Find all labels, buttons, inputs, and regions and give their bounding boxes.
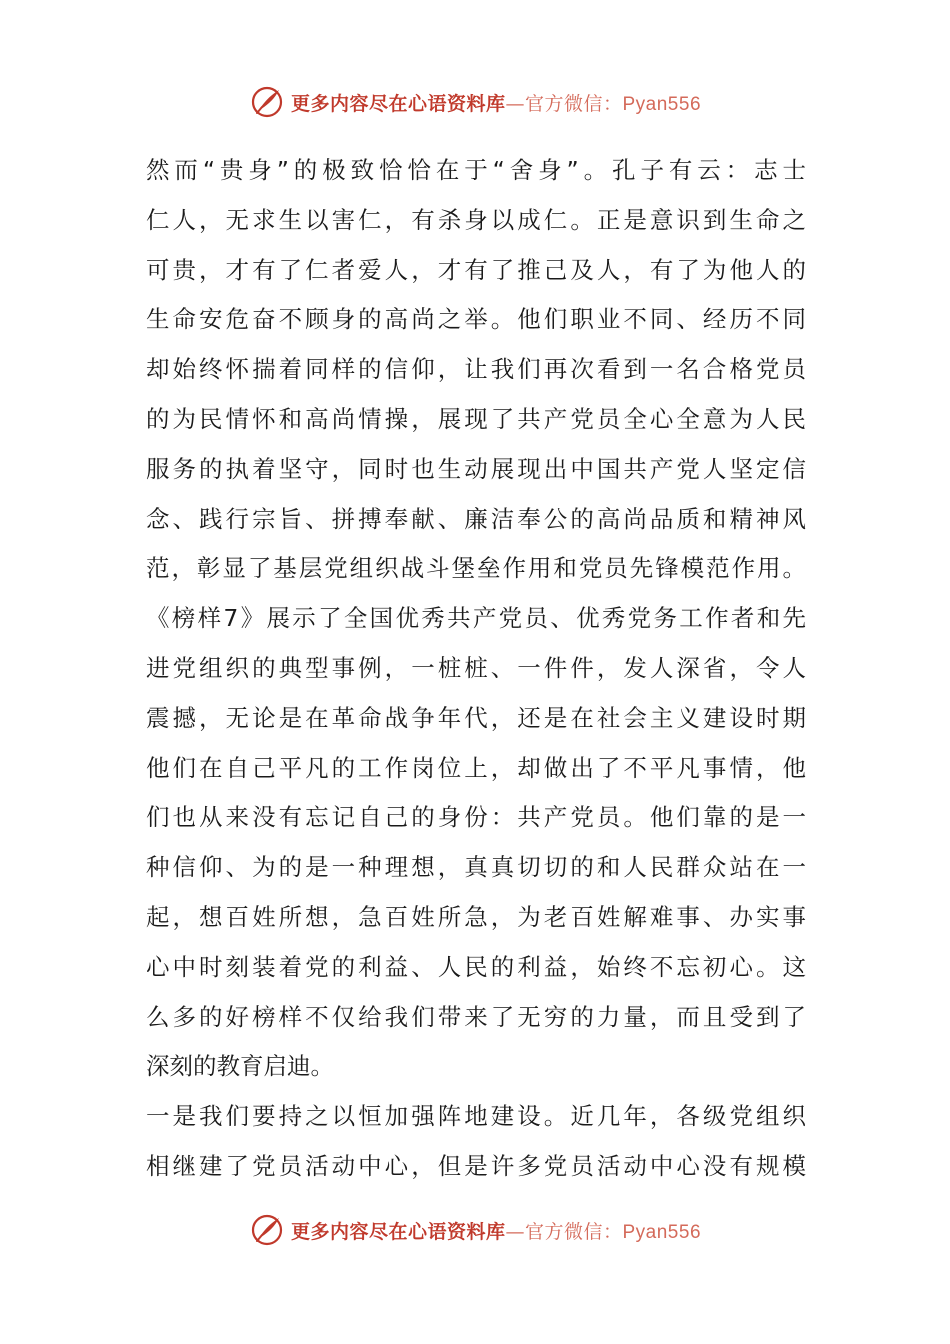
- banner-brand: 更多内容尽在心语资料库: [290, 92, 506, 115]
- banner-text: [291, 89, 701, 116]
- footer-banner: [0, 1210, 950, 1250]
- text-line: 们也从来没有忘记自己的身份：共产党员。他们靠的是一: [146, 803, 806, 832]
- banner-dash: —: [505, 92, 525, 115]
- text-line: 震撼，无论是在革命战争年代，还是在社会主义建设时期: [146, 703, 806, 732]
- text-line: 么多的好榜样不仅给我们带来了无穷的力量，而且受到了: [146, 1002, 806, 1031]
- text-line: 种信仰、为的是一种理想，真真切切的和人民群众站在一: [146, 853, 806, 882]
- header-banner: [0, 82, 950, 122]
- text-line: 却始终怀揣着同样的信仰，让我们再次看到一名合格党员: [146, 355, 806, 384]
- text-line: 心中时刻装着党的利益、人民的利益，始终不忘初心。这: [146, 952, 806, 981]
- text-line: 念、践行宗旨、拼搏奉献、廉洁奉公的高尚品质和精神风: [146, 504, 806, 533]
- banner-text: [291, 1217, 701, 1244]
- text-line: 范，彰显了基层党组织战斗堡垒作用和党员先锋模范作用。: [146, 554, 806, 583]
- banner-official-label: 官方微信：: [524, 1220, 623, 1243]
- text-line: 生命安危奋不顾身的高尚之举。他们职业不同、经历不同: [146, 305, 806, 334]
- text-line: 《榜样7》展示了全国优秀共产党员、优秀党务工作者和先: [146, 604, 806, 633]
- feather-pen-logo-icon: [249, 84, 285, 120]
- feather-pen-logo-icon: [249, 1212, 285, 1248]
- text-line: 然而“贵身”的极致恰恰在于“舍身”。孔子有云：志士: [146, 156, 806, 184]
- banner-dash: —: [505, 1220, 525, 1243]
- banner-official-label: 官方微信：: [524, 92, 623, 115]
- text-line: 的为民情怀和高尚情操，展现了共产党员全心全意为人民: [146, 404, 806, 433]
- text-line: 相继建了党员活动中心，但是许多党员活动中心没有规模: [146, 1151, 806, 1180]
- banner-brand: 更多内容尽在心语资料库: [290, 1220, 506, 1243]
- banner-wechat-id: Pyan556: [622, 93, 702, 115]
- text-line: 仁人，无求生以害仁，有杀身以成仁。正是意识到生命之: [146, 205, 806, 234]
- document-body: [146, 146, 806, 1192]
- text-line: 起，想百姓所想，急百姓所急，为老百姓解难事、办实事: [146, 902, 806, 931]
- text-line: 一是我们要持之以恒加强阵地建设。近几年，各级党组织: [146, 1102, 806, 1131]
- text-line: 进党组织的典型事例，一桩桩、一件件，发人深省，令人: [146, 653, 806, 682]
- text-line: 可贵，才有了仁者爱人，才有了推己及人，有了为他人的: [146, 255, 806, 284]
- banner-wechat-id: Pyan556: [622, 1221, 702, 1243]
- text-line: 他们在自己平凡的工作岗位上，却做出了不平凡事情，他: [146, 753, 806, 782]
- text-line: 服务的执着坚守，同时也生动展现出中国共产党人坚定信: [146, 454, 806, 483]
- text-line: 深刻的教育启迪。: [146, 1052, 334, 1081]
